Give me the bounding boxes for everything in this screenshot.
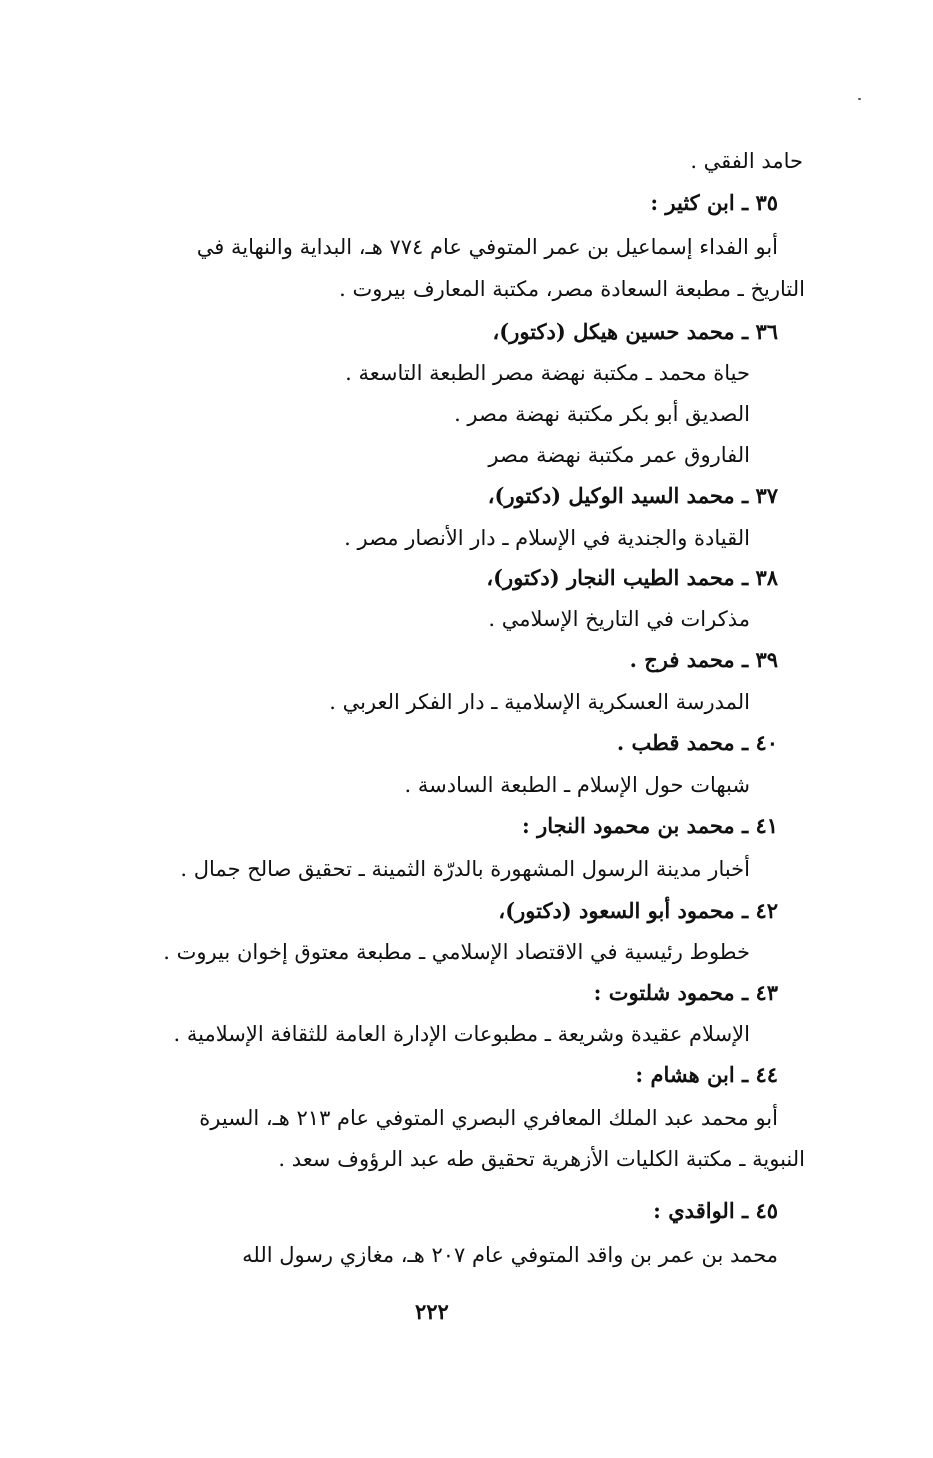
text-line: شبهات حول الإسلام ـ الطبعة السادسة . <box>404 773 750 797</box>
text-line: أبو محمد عبد الملك المعافري البصري المتوفي عام ٢١٣ هـ، السيرة <box>199 1106 778 1130</box>
text-line: النبوية ـ مكتبة الكليات الأزهرية تحقيق طه عبد الرؤوف سعد . <box>278 1147 805 1171</box>
text-line: أبو الفداء إسماعيل بن عمر المتوفي عام ٧٧٤ هـ، البداية والنهاية في <box>196 235 778 259</box>
entry-heading-45: ٤٥ ـ الواقدي : <box>653 1198 778 1223</box>
entry-heading-38: ٣٨ ـ محمد الطيب النجار (دكتور)، <box>486 565 778 590</box>
text-line: مذكرات في التاريخ الإسلامي . <box>488 607 750 631</box>
page-number: ٢٢٢ <box>415 1299 449 1324</box>
entry-heading-36: ٣٦ ـ محمد حسين هيكل (دكتور)، <box>492 319 778 344</box>
text-line: أخبار مدينة الرسول المشهورة بالدرّة الثمينة ـ تحقيق صالح جمال . <box>180 857 750 881</box>
entry-heading-35: ٣٥ ـ ابن كثير : <box>650 190 778 215</box>
entry-heading-44: ٤٤ ـ ابن هشام : <box>635 1062 778 1087</box>
text-line: الفاروق عمر مكتبة نهضة مصر <box>488 443 750 467</box>
text-line: حامد الفقي . <box>690 149 803 173</box>
text-line: محمد بن عمر بن واقد المتوفي عام ٢٠٧ هـ، مغازي رسول الله <box>242 1243 778 1267</box>
text-line: المدرسة العسكرية الإسلامية ـ دار الفكر العربي . <box>329 690 750 714</box>
entry-heading-42: ٤٢ ـ محمود أبو السعود (دكتور)، <box>498 898 778 923</box>
entry-heading-37: ٣٧ ـ محمد السيد الوكيل (دكتور)، <box>487 483 778 508</box>
text-line: الإسلام عقيدة وشريعة ـ مطبوعات الإدارة العامة للثقافة الإسلامية . <box>173 1022 750 1046</box>
entry-heading-41: ٤١ ـ محمد بن محمود النجار : <box>522 813 778 838</box>
text-line: التاريخ ـ مطبعة السعادة مصر، مكتبة المعارف بيروت . <box>339 277 805 301</box>
text-line: القيادة والجندية في الإسلام ـ دار الأنصار مصر . <box>344 526 750 550</box>
entry-heading-43: ٤٣ ـ محمود شلتوت : <box>593 980 778 1005</box>
text-line: الصديق أبو بكر مكتبة نهضة مصر . <box>454 402 750 426</box>
entry-heading-39: ٣٩ ـ محمد فرج . <box>629 647 778 672</box>
text-line: حياة محمد ـ مكتبة نهضة مصر الطبعة التاسعة . <box>345 361 750 385</box>
entry-heading-40: ٤٠ ـ محمد قطب . <box>616 730 778 755</box>
scan-speck <box>858 98 861 100</box>
text-line: خطوط رئيسية في الاقتصاد الإسلامي ـ مطبعة معتوق إخوان بيروت . <box>163 940 750 964</box>
